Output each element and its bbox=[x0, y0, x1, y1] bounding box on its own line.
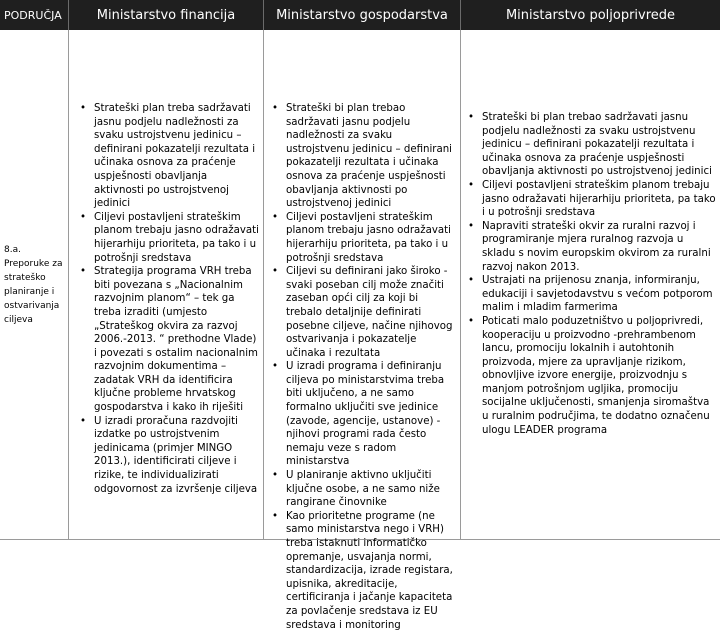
header-ministry-finance: Ministarstvo financija bbox=[69, 0, 264, 30]
agriculture-item-3: • Napraviti strateški okvir za ruralni razvoj i programiranje mjera ruralnog razvoja u skladu s novim europskim okvirom za ruralni razvoj nakon 2013. bbox=[482, 220, 716, 274]
economy-item-1: • Strateški bi plan trebao sadržavati jasnu podjelu nadležnosti za svaku ustrojstvenu jedinicu – definirani pokazatelji rezultata i učinaka osnova za praćenje uspješnosti obavljanja aktivnosti po ustrojstvenoj jedinici bbox=[286, 102, 456, 211]
finance-item-1: • Strateški plan treba sadržavati jasnu podjelu nadležnosti za svaku ustrojstvenu jedinicu – definirani pokazatelji rezultata i učinaka osnova za praćenje uspješnosti obavljanja aktivnosti po ustrojstvenoj jedinici bbox=[94, 102, 259, 211]
agriculture-item-4: • Ustrajati na prijenosu znanja, informiranju, edukaciji i savjetodavstvu s većom potporom malim i mladim farmerima bbox=[482, 274, 716, 315]
economy-item-3: • Ciljevi su definirani jako široko - svaki poseban cilj može značiti zaseban opći cilj za koji bi trebalo detaljnije definirati posebne ciljeve, načine njihovog ostvarivanja i pokazatelje učinaka i rezultata bbox=[286, 265, 456, 360]
economy-list bbox=[264, 102, 456, 632]
row-area-cell bbox=[0, 30, 69, 540]
agriculture-item-2: • Ciljevi postavljeni strateškim planom trebaju jasno odražavati hijerarhiju prioriteta, pa tako i u potrošnji sredstava bbox=[482, 179, 716, 220]
finance-list bbox=[69, 102, 259, 496]
agriculture-list bbox=[461, 111, 716, 437]
economy-item-5: • U planiranje aktivno uključiti ključne osobe, a ne samo niže rangirane činovnike bbox=[286, 469, 456, 510]
agriculture-item-5: • Poticati malo poduzetništvo u poljoprivredi, kooperaciju u proizvodno -prehrambenom lancu, promociju lokalnih i autohtonih proizvoda, mjere za upravljanje rizikom, obnovljive izvore energije, proizvodnju s manjom potrošnjom ugljika, promociju socijalne uključenosti, smanjenja siromaštva u ruralnim područjima, te dodatno označenu ulogu LEADER programa bbox=[482, 315, 716, 437]
row-area-label: 8.a. Preporuke za strateško planiranje i ostvarivanja ciljeva bbox=[4, 244, 63, 325]
finance-item-4: • U izradi proračuna razdvojiti izdatke po ustrojstvenim jedinicama (primjer MINGO 2013.), identificirati ciljeve i rizike, te individualizirati odgovornost za izvršenje ciljeva bbox=[94, 415, 259, 497]
economy-cell bbox=[264, 30, 461, 631]
finance-cell bbox=[69, 30, 264, 540]
agriculture-item-1: • Strateški bi plan trebao sadržavati jasnu podjelu nadležnosti za svaku ustrojstvenu jedinicu – definirani pokazatelji rezultata i učinaka osnova za praćenje uspješnosti obavljanja aktivnosti po ustrojstvenoj jedinici bbox=[482, 111, 716, 179]
header-areas: PODRUČJA bbox=[0, 0, 69, 30]
header-ministry-agriculture: Ministarstvo poljoprivrede bbox=[461, 0, 720, 30]
economy-item-2: • Ciljevi postavljeni strateškim planom trebaju jasno odražavati hijerarhiju prioriteta, pa tako i u potrošnji sredstava bbox=[286, 211, 456, 265]
economy-item-6: • Kao prioritetne programe (ne samo ministarstva nego i VRH) treba istaknuti informatičko opremanje, usvajanja normi, standardizacija, izrade registara, upisnika, akreditacije, certificiranja i jačanje kapaciteta za povlačenje sredstava iz EU sredstava i monitoring bbox=[286, 510, 456, 632]
finance-item-3: • Strategija programa VRH treba biti povezana s „Nacionalnim razvojnim planom“ – tek ga treba izraditi (umjesto „Strateškog okvira za razvoj 2006.-2013. “ prethodne Vlade) i povezati s ostalim nacionalnim razvojnim dokumentima – zadatak VRH da identificira ključne probleme hrvatskog gospodarstva i kako ih riješiti bbox=[94, 265, 259, 415]
header-ministry-economy: Ministarstvo gospodarstva bbox=[264, 0, 461, 30]
finance-item-2: • Ciljevi postavljeni strateškim planom trebaju jasno odražavati hijerarhiju prioriteta, pa tako i u potrošnji sredstava bbox=[94, 211, 259, 265]
agriculture-cell bbox=[461, 30, 720, 540]
economy-item-4: • U izradi programa i definiranju ciljeva po ministarstvima treba biti uključeno, a ne samo formalno uključiti sve jedinice (zavode, agencije, ustanove) - njihovi programi rada često nemaju veze s radom ministarstva bbox=[286, 360, 456, 469]
